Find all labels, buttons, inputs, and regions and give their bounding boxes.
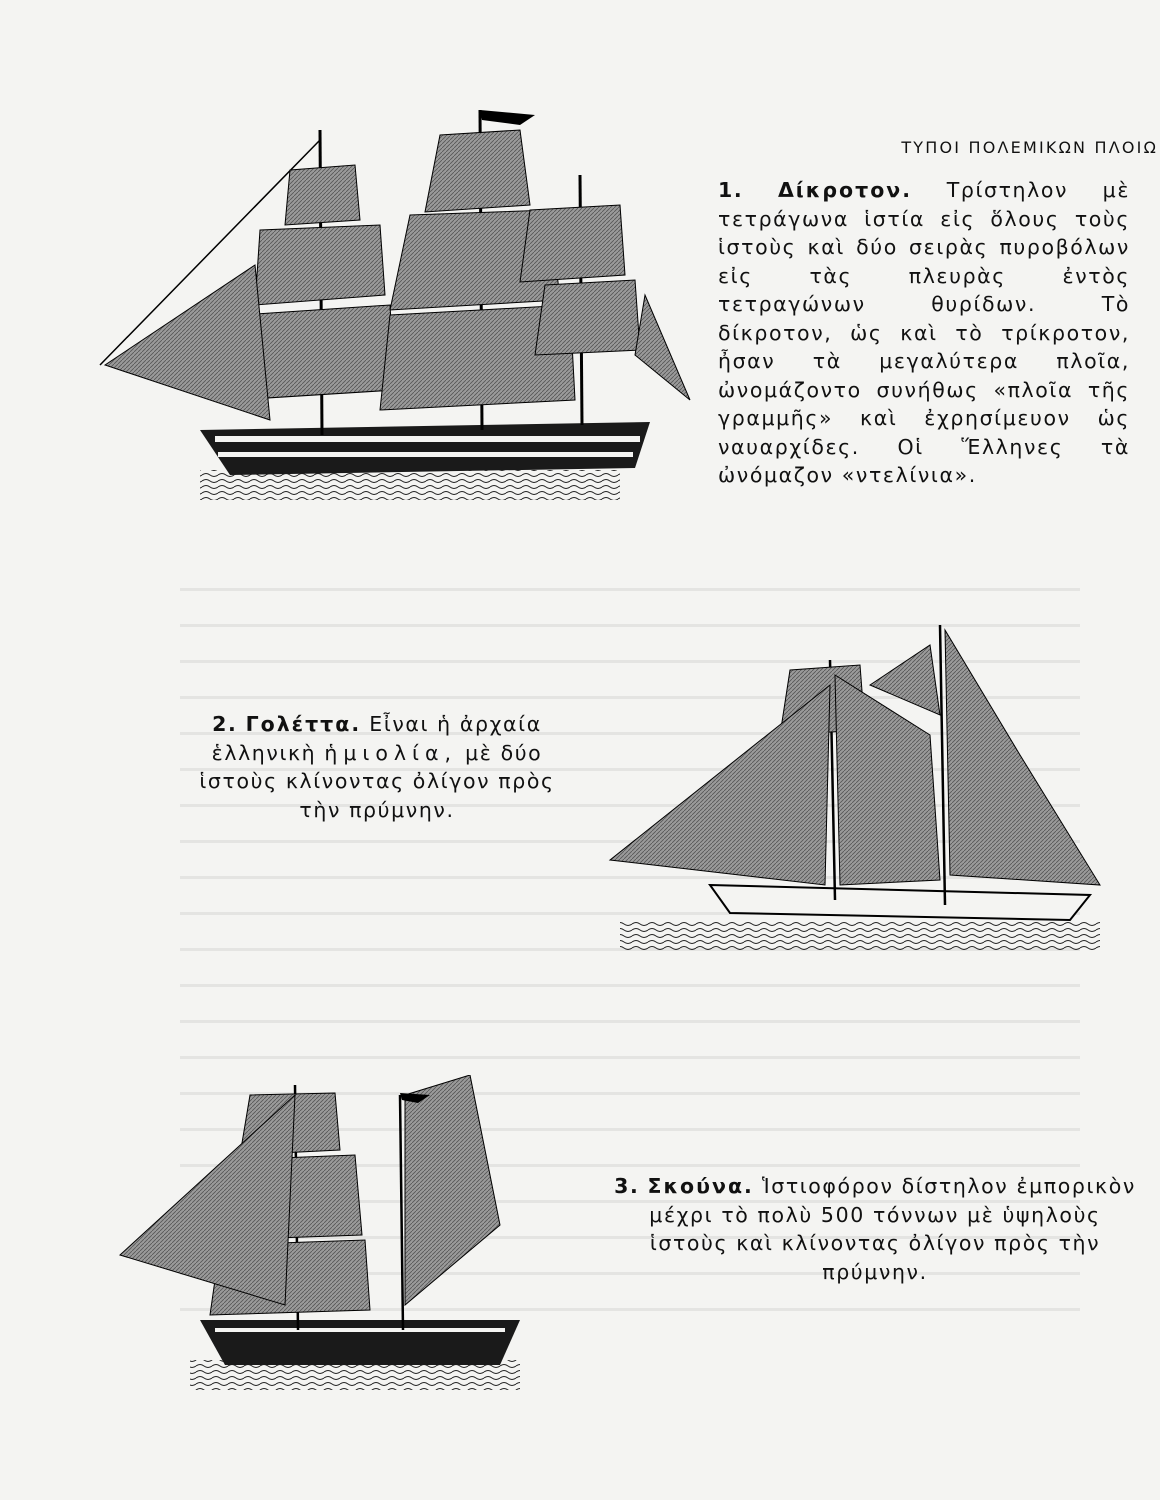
entry-2-title: Γολέττα. (245, 712, 362, 736)
entry-2-text-after: μὲ δύο ἱστοὺς κλίνοντας ὀλίγον πρὸς τὴν πρύμνην. (199, 740, 555, 822)
entry-1-text: Τρίστηλον μὲ τετράγωνα ἱστία εἰς ὅλους τοὺς ἱστοὺς καὶ δύο σειρὰς πυροβόλων εἰς τὰς πλευρὰς ἐντὸς τετραγώνων θυρίδων. Τὸ δίκροτον, ὡς καὶ τὸ τρίκροτον, ἦσαν τὰ μεγαλύτερα πλοῖα, ὠνομάζοντο συνήθως «πλοῖα τῆς γραμμῆς» καὶ ἐχρησίμευον ὡς ναυαρχίδες. Οἱ Ἕλληνες τὰ ὠνόμαζον «ντελίνια». (718, 178, 1131, 487)
entry-2-number: 2. (212, 712, 238, 736)
entry-2-text-before: Εἶναι ἡ ἀρχαία ἑλληνικὴ (211, 712, 542, 765)
entry-1-title: Δίκροτον. (777, 178, 913, 202)
ship-illustration-2 (600, 615, 1110, 955)
entry-3-title: Σκούνα. (647, 1174, 754, 1198)
entry-1-dikroton (718, 176, 1130, 490)
entry-1-number: 1. (718, 178, 744, 202)
entry-2-text-spaced: ἡμιολία, (324, 740, 458, 765)
page-header: ΤΥΠΟΙ ΠΟΛΕΜΙΚΩΝ ΠΛΟΙΩ (901, 138, 1158, 157)
entry-3-skouna (610, 1172, 1140, 1286)
entry-2-goletta (192, 710, 562, 824)
ship-illustration-1 (90, 100, 700, 520)
ship-illustration-3 (100, 1075, 540, 1395)
entry-3-number: 3. (614, 1174, 640, 1198)
entry-3-text: Ἱστιοφόρον δίστηλον ἐμπορικὸν μέχρι τὸ πολὺ 500 τόννων μὲ ὑψηλοὺς ἱστοὺς καὶ κλίνοντας ὀλίγον πρὸς τὴν πρύμνην. (649, 1174, 1136, 1284)
